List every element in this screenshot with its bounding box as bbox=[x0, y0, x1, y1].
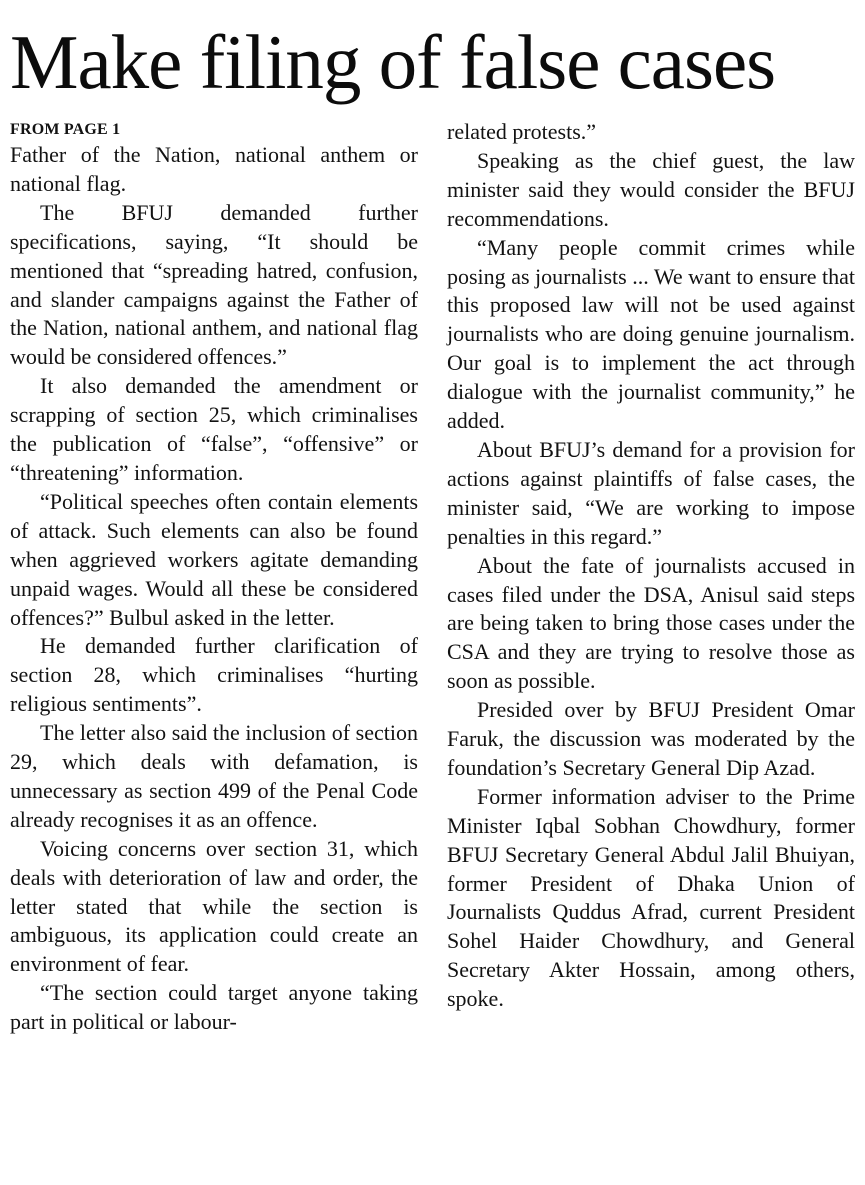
paragraph: “Political speeches often contain elements of attack. Such elements can also be found when aggrieved workers agitate demanding unpaid wages. Would all these be considered offences?” Bulbul asked in the letter. bbox=[10, 488, 418, 630]
paragraph: It also demanded the amendment or scrapping of section 25, which criminalises the publication of “false”, “offensive” or “threatening” information. bbox=[10, 373, 418, 485]
headline: Make filing of false cases bbox=[10, 19, 776, 105]
paragraph: Presided over by BFUJ President Omar Faruk, the discussion was moderated by the foundation’s Secretary General Dip Azad. bbox=[447, 697, 855, 780]
paragraph: “Many people commit crimes while posing as journalists ... We want to ensure that this proposed law will not be used against journalists who are doing genuine journalism. Our goal is to implement the act through dialogue with the journalist community,” he added. bbox=[447, 234, 855, 434]
paragraph: “The section could target anyone taking part in political or labour- bbox=[10, 980, 418, 1035]
paragraph: He demanded further clarification of section 28, which criminalises “hurting religious sentiments”. bbox=[10, 633, 418, 717]
paragraph: related protests.” bbox=[447, 119, 597, 144]
continuation-kicker: FROM PAGE 1 bbox=[10, 121, 121, 138]
paragraph: The letter also said the inclusion of section 29, which deals with defamation, is unnecessary as section 499 of the Penal Code already recognises it as an offence. bbox=[10, 720, 418, 832]
paragraph: The BFUJ demanded further specifications, saying, “It should be mentioned that “spreading hatred, confusion, and slander campaigns against the Father of the Nation, national anthem, and national flag would be considered offences.” bbox=[10, 199, 418, 370]
paragraph: Father of the Nation, national anthem or national flag. bbox=[10, 142, 418, 196]
paragraph: Former information adviser to the Prime Minister Iqbal Sobhan Chowdhury, former BFUJ Secretary General Abdul Jalil Bhuiyan, former President of Dhaka Union of Journalists Quddus Afrad, current President Sohel Haider Chowdhury, and General Secretary Akter Hossain, among others, spoke. bbox=[447, 783, 855, 1012]
article-column-right bbox=[447, 118, 855, 1014]
paragraph: About BFUJ’s demand for a provision for actions against plaintiffs of false cases, the minister said, “We are working to impose penalties in this regard.” bbox=[447, 436, 855, 549]
paragraph: About the fate of journalists accused in cases filed under the DSA, Anisul said steps are being taken to bring those cases under the CSA and they are trying to resolve those as soon as possible. bbox=[447, 552, 855, 694]
article-column-left bbox=[10, 118, 418, 1037]
paragraph: Speaking as the chief guest, the law minister said they would consider the BFUJ recommendations. bbox=[447, 147, 855, 231]
paragraph: Voicing concerns over section 31, which deals with deterioration of law and order, the letter stated that while the section is ambiguous, its application could create an environment of fear. bbox=[10, 835, 418, 977]
